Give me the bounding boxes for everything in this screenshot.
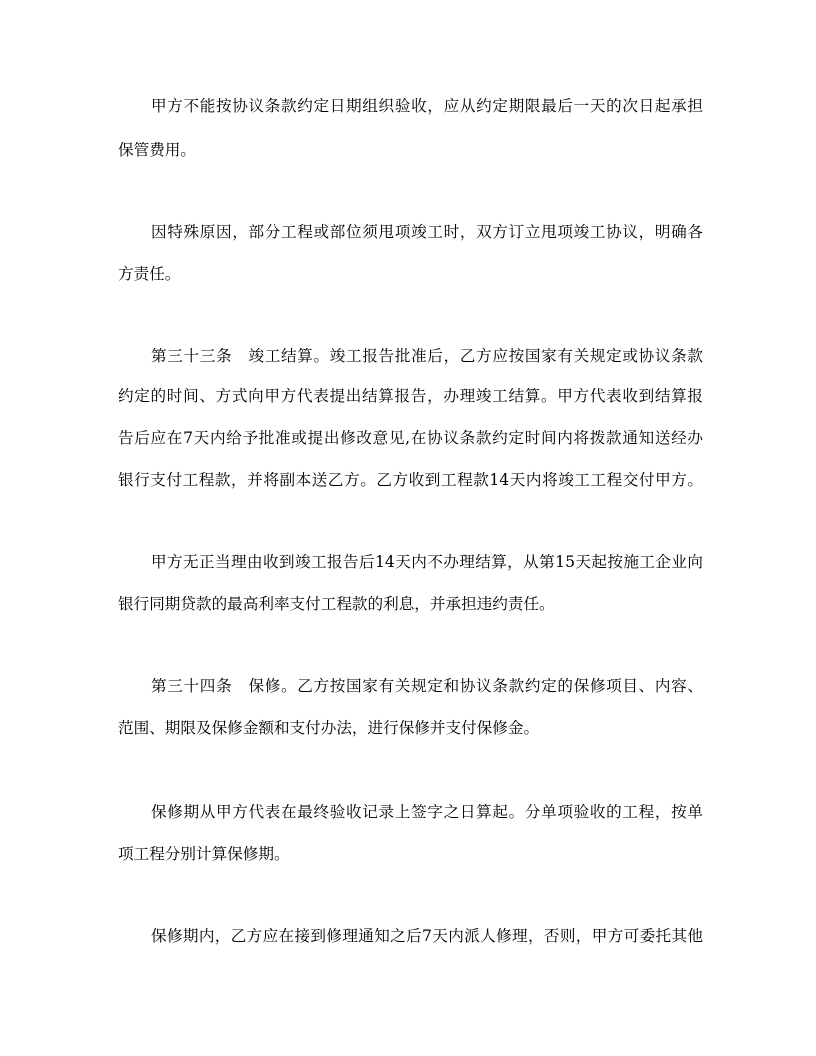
paragraph-1-line-1: 甲方不能按协议条款约定日期组织验收，应从约定期限最后一天的次日起承担: [151, 97, 703, 115]
article-33-line-2: 约定的时间、方式向甲方代表提出结算报告，办理竣工结算。甲方代表收到结算报: [118, 387, 703, 405]
paragraph-4-line-2: 银行同期贷款的最高利率支付工程款的利息，并承担违约责任。: [118, 595, 555, 613]
paragraph-6-line-1: 保修期从甲方代表在最终验收记录上签字之日算起。分单项验收的工程，按单: [151, 803, 703, 821]
article-34-line-2: 范围、期限及保修金额和支付办法，进行保修并支付保修金。: [118, 719, 540, 737]
paragraph-1-line-2: 保管费用。: [118, 141, 196, 159]
paragraph-7-line-1: 保修期内，乙方应在接到修理通知之后7天内派人修理，否则，甲方可委托其他: [151, 927, 703, 945]
article-33-line-1: 第三十三条 竣工结算。竣工报告批准后，乙方应按国家有关规定或协议条款: [151, 347, 703, 365]
paragraph-2-line-2: 方责任。: [118, 265, 181, 283]
article-33-line-3: 告后应在7天内给予批准或提出修改意见,在协议条款约定时间内将拨款通知送经办: [118, 429, 703, 447]
article-33-line-4: 银行支付工程款，并将副本送乙方。乙方收到工程款14天内将竣工工程交付甲方。: [118, 471, 703, 489]
paragraph-6-line-2: 项工程分别计算保修期。: [118, 845, 290, 863]
paragraph-4-line-1: 甲方无正当理由收到竣工报告后14天内不办理结算，从第15天起按施工企业向: [151, 553, 703, 571]
article-34-line-1: 第三十四条 保修。乙方按国家有关规定和协议条款约定的保修项目、内容、: [151, 677, 703, 695]
paragraph-2-line-1: 因特殊原因，部分工程或部位须甩项竣工时，双方订立甩项竣工协议，明确各: [151, 223, 703, 241]
